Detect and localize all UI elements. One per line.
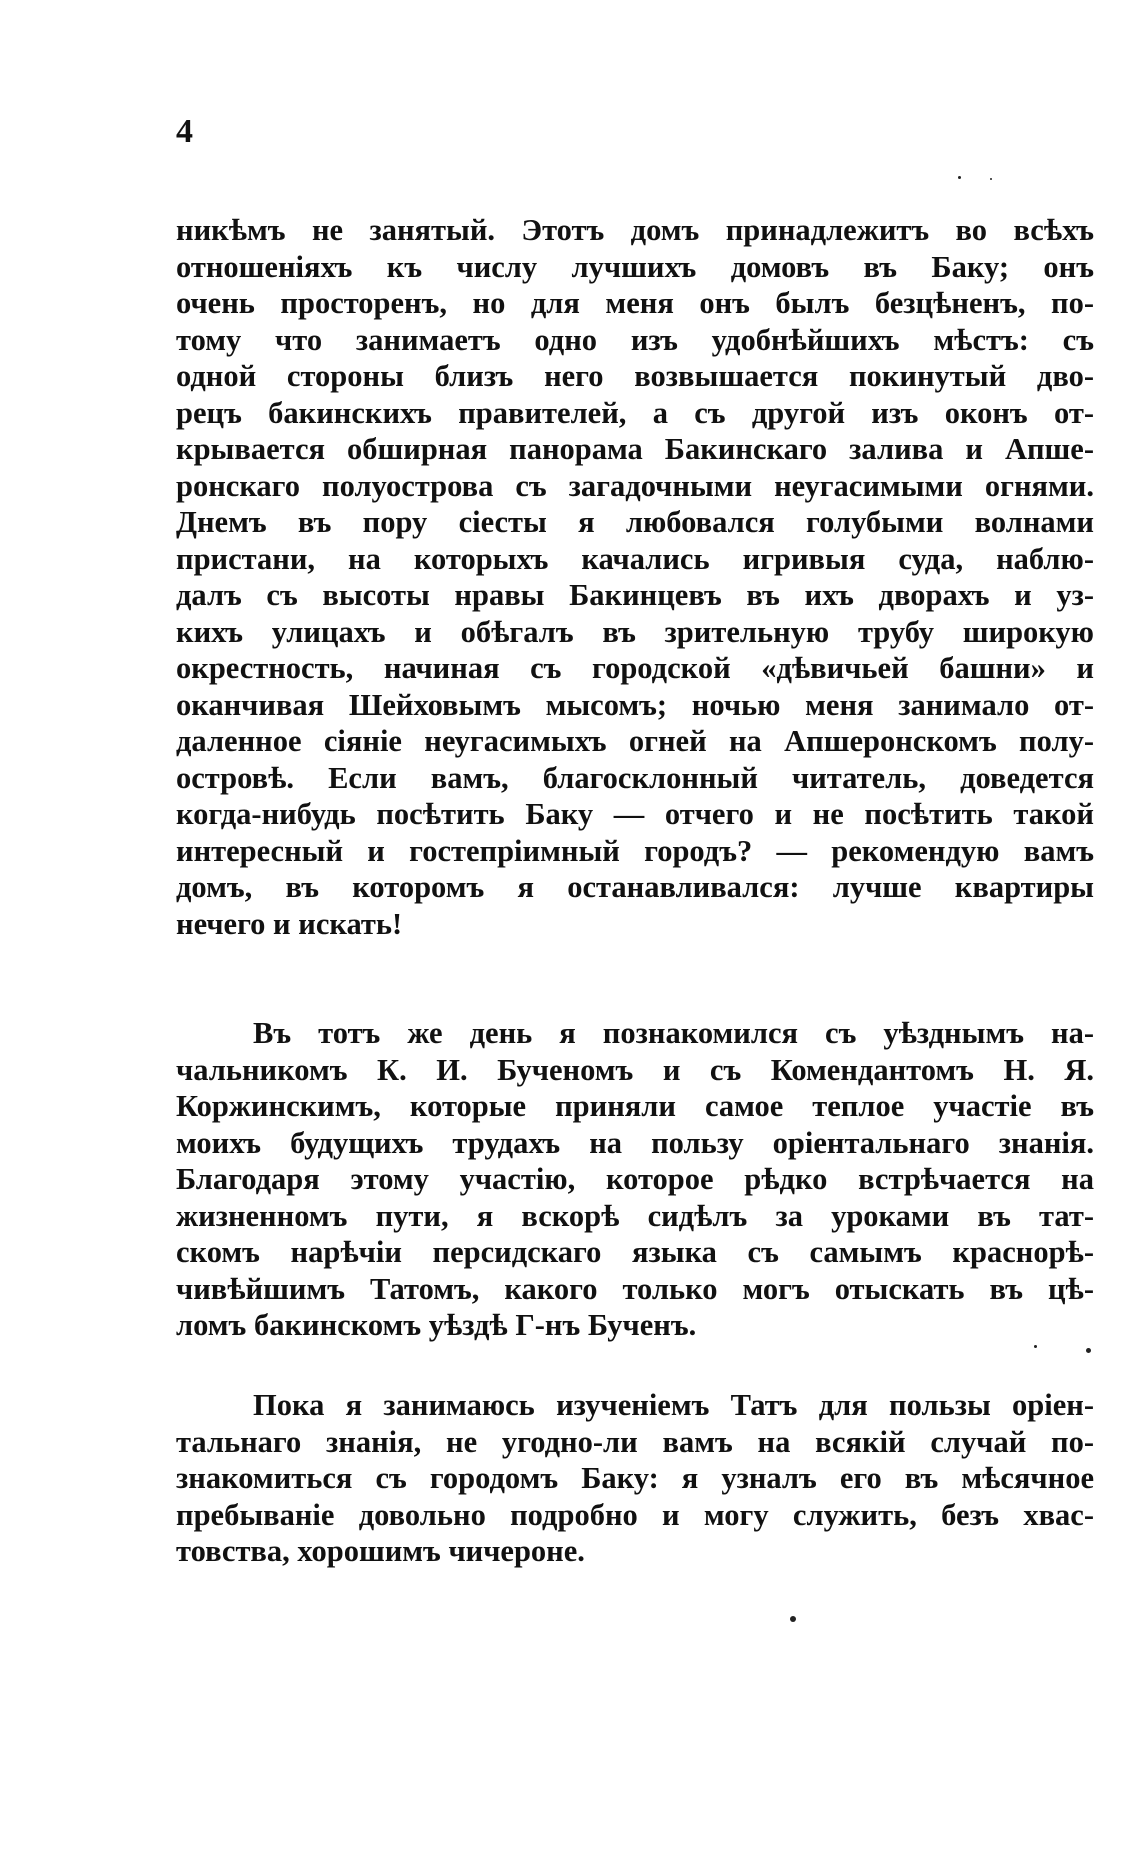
text-line: домъ, въ которомъ я останавливался: лучше квартиры	[176, 870, 1094, 904]
text-line: пристани, на которыхъ качались игривыя суда, наблю-	[176, 541, 1094, 576]
scan-speck	[1034, 1345, 1037, 1348]
text-line: жизненномъ пути, я вскорѣ сидѣлъ за уроками въ тат-	[176, 1198, 1094, 1233]
text-line: знакомиться съ городомъ Баку: я узналъ его въ мѣсячное	[176, 1461, 1094, 1495]
scan-speck	[790, 1616, 796, 1622]
text-line: моихъ будущихъ трудахъ на пользу оріентальнаго знанія.	[176, 1125, 1094, 1160]
scan-speck	[1086, 1348, 1091, 1353]
paragraph-3	[176, 1387, 1094, 1570]
text-line: даленное сіяніе неугасимыхъ огней на Апшеронскомъ полу-	[176, 724, 1094, 758]
text-line: пребываніе довольно подробно и могу служить, безъ хвас-	[176, 1497, 1094, 1532]
text-line: очень просторенъ, но для меня онъ былъ безцѣненъ, по-	[176, 286, 1094, 320]
scan-speck	[990, 178, 992, 180]
page-number: 4	[176, 113, 193, 150]
text-line: тому что занимаетъ одно изъ удобнѣйшихъ мѣстъ: съ	[176, 322, 1094, 357]
text-line: рецъ бакинскихъ правителей, а съ другой изъ оконъ от-	[176, 395, 1094, 430]
text-line: кихъ улицахъ и обѣгалъ въ зрительную трубу широкую	[176, 614, 1094, 649]
paragraph-2	[176, 1015, 1094, 1344]
text-line: одной стороны близъ него возвышается покинутый дво-	[176, 359, 1094, 393]
text-line: когда-нибудь посѣтить Баку — отчего и не посѣтить такой	[176, 797, 1094, 831]
text-line: Пока я занимаюсь изученіемъ Татъ для пользы оріен-	[253, 1388, 1094, 1422]
text-line: Днемъ въ пору сіесты я любовался голубыми волнами	[176, 505, 1094, 539]
paragraph-1	[176, 212, 1094, 942]
text-line: нечего и искать!	[176, 906, 403, 941]
text-line: Благодаря этому участію, которое рѣдко встрѣчается на	[176, 1162, 1094, 1196]
text-line: ломъ бакинскомъ уѣздѣ Г-нъ Бученъ.	[176, 1308, 697, 1342]
text-line: никѣмъ не занятый. Этотъ домъ принадлежитъ во всѣхъ	[176, 213, 1094, 247]
text-line: Коржинскимъ, которые приняли самое теплое участіе въ	[176, 1089, 1094, 1123]
text-line: островѣ. Если вамъ, благосклонный читатель, доведется	[176, 760, 1094, 795]
text-line: товства, хорошимъ чичероне.	[176, 1534, 585, 1568]
text-line: оканчивая Шейховымъ мысомъ; ночью меня занимало от-	[176, 687, 1094, 722]
text-line: ронскаго полуострова съ загадочными неугасимыми огнями.	[176, 468, 1094, 503]
text-line: скомъ нарѣчіи персидскаго языка съ самымъ краснорѣ-	[176, 1235, 1094, 1269]
text-line: интересный и гостепріимный городъ? — рекомендую вамъ	[176, 833, 1094, 868]
text-line: крывается обширная панорама Бакинскаго залива и Апше-	[176, 432, 1094, 466]
text-line: окрестность, начиная съ городской «дѣвичьей башни» и	[176, 651, 1094, 685]
text-line: далъ съ высоты нравы Бакинцевъ въ ихъ дворахъ и уз-	[176, 578, 1094, 612]
text-line: чальникомъ К. И. Бученомъ и съ Комендантомъ Н. Я.	[176, 1052, 1094, 1087]
text-line: отношеніяхъ къ числу лучшихъ домовъ въ Баку; онъ	[176, 249, 1094, 284]
text-line: чивѣйшимъ Татомъ, какого только могъ отыскать въ цѣ-	[176, 1271, 1094, 1306]
scan-speck	[958, 176, 961, 179]
text-line: Въ тотъ же день я познакомился съ уѣзднымъ на-	[253, 1016, 1094, 1050]
text-line: тальнаго знанія, не угодно-ли вамъ на всякій случай по-	[176, 1424, 1094, 1459]
